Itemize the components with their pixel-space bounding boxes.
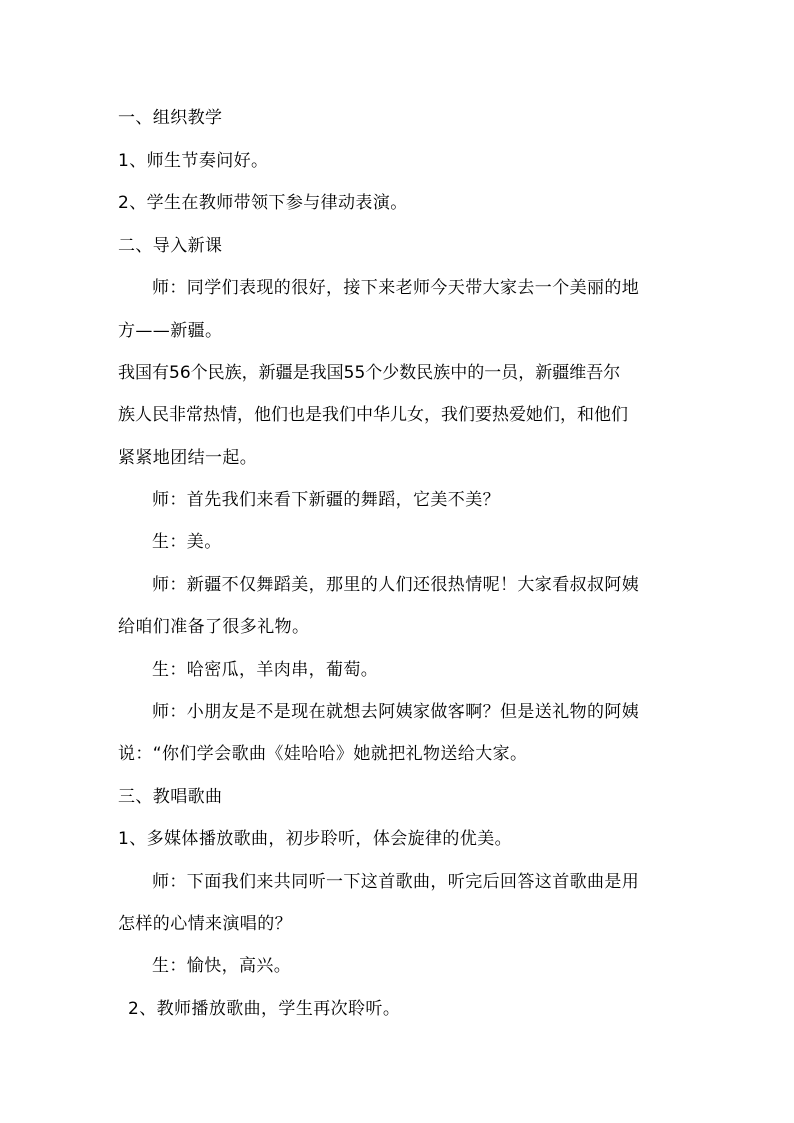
paragraph-line: 生：美。 (152, 532, 222, 552)
paragraph-line: 方——新疆。 (118, 321, 223, 341)
paragraph-line: 族人民非常热情，他们也是我们中华儿女，我们要热爱她们，和他们 (118, 405, 628, 425)
list-item: 2、学生在教师带领下参与律动表演。 (118, 193, 408, 213)
section-heading-1: 一、组织教学 (118, 108, 223, 128)
paragraph-line: 师：新疆不仅舞蹈美，那里的人们还很热情呢！大家看叔叔阿姨 (152, 575, 640, 595)
paragraph-line: 生：愉快，高兴。 (152, 956, 292, 976)
list-item: 1、多媒体播放歌曲，初步聆听，体会旋律的优美。 (118, 829, 513, 849)
paragraph-line: 师：首先我们来看下新疆的舞蹈，它美不美？ (152, 490, 500, 510)
paragraph-line: 紧紧地团结一起。 (118, 448, 258, 468)
list-item: 2、教师播放歌曲，学生再次聆听。 (128, 999, 401, 1019)
paragraph-line: 给咱们准备了很多礼物。 (118, 617, 310, 637)
list-item: 1、师生节奏问好。 (118, 151, 269, 171)
section-heading-3: 三、教唱歌曲 (118, 787, 223, 807)
paragraph-line: 师：下面我们来共同听一下这首歌曲，听完后回答这首歌曲是用 (152, 872, 640, 892)
section-heading-2: 二、导入新课 (118, 236, 223, 256)
paragraph-line: 我国有56个民族，新疆是我国55个少数民族中的一员，新疆维吾尔 (118, 363, 621, 383)
paragraph-line: 师：同学们表现的很好，接下来老师今天带大家去一个美丽的地 (152, 278, 640, 298)
paragraph-line: 生：哈密瓜，羊肉串，葡萄。 (152, 660, 379, 680)
paragraph-line: 说：“你们学会歌曲《娃哈哈》她就把礼物送给大家。 (118, 744, 528, 764)
paragraph-line: 怎样的心情来演唱的？ (118, 914, 292, 934)
paragraph-line: 师：小朋友是不是现在就想去阿姨家做客啊？但是送礼物的阿姨 (152, 702, 640, 722)
